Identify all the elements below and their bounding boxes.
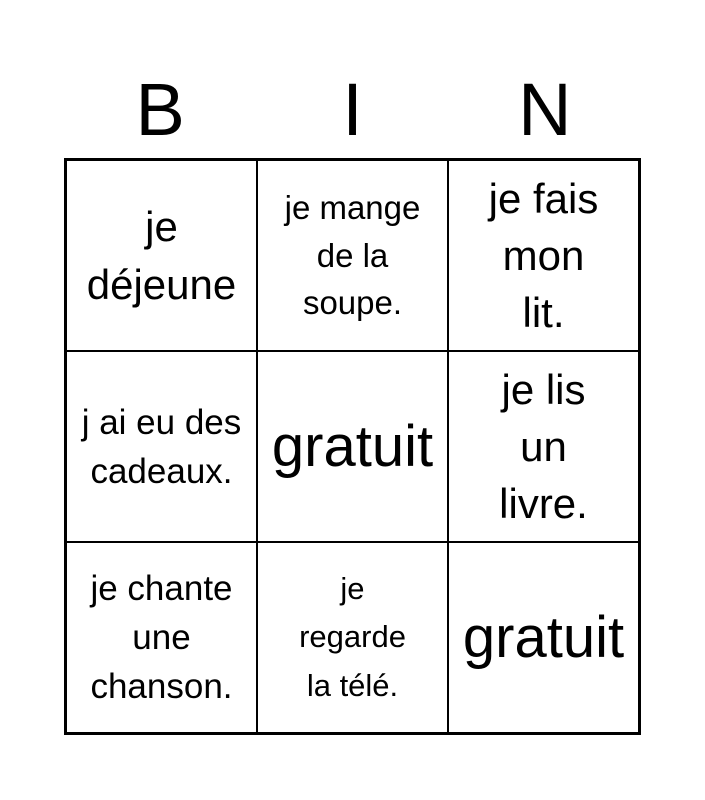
- header-letter-b: B: [135, 68, 185, 151]
- cell-label: je lis un livre.: [499, 365, 588, 528]
- header-letter-i: I: [342, 68, 363, 151]
- free-space-label: gratuit: [271, 413, 434, 479]
- bingo-board: [64, 158, 641, 735]
- bingo-cell[interactable]: [448, 160, 639, 351]
- bingo-header: [64, 62, 641, 158]
- cell-label: j ai eu des cadeaux.: [81, 402, 242, 491]
- bingo-cell[interactable]: [448, 351, 639, 542]
- cell-label: je regarde la télé.: [299, 571, 406, 703]
- bingo-cell free-space[interactable]: [257, 351, 448, 542]
- cell-label: je chante une chanson.: [90, 569, 233, 706]
- bingo-cell free-space[interactable]: [448, 542, 639, 733]
- bingo-cell[interactable]: [66, 542, 257, 733]
- cell-label: je déjeune: [86, 203, 237, 308]
- cell-label: je mange de la soupe.: [284, 189, 421, 322]
- bingo-cell[interactable]: [257, 160, 448, 351]
- free-space-label: gratuit: [462, 604, 625, 670]
- cell-label: je fais mon lit.: [488, 174, 599, 337]
- bingo-cell[interactable]: [257, 542, 448, 733]
- bingo-cell[interactable]: [66, 160, 257, 351]
- bingo-cell[interactable]: [66, 351, 257, 542]
- header-letter-n: N: [518, 68, 572, 151]
